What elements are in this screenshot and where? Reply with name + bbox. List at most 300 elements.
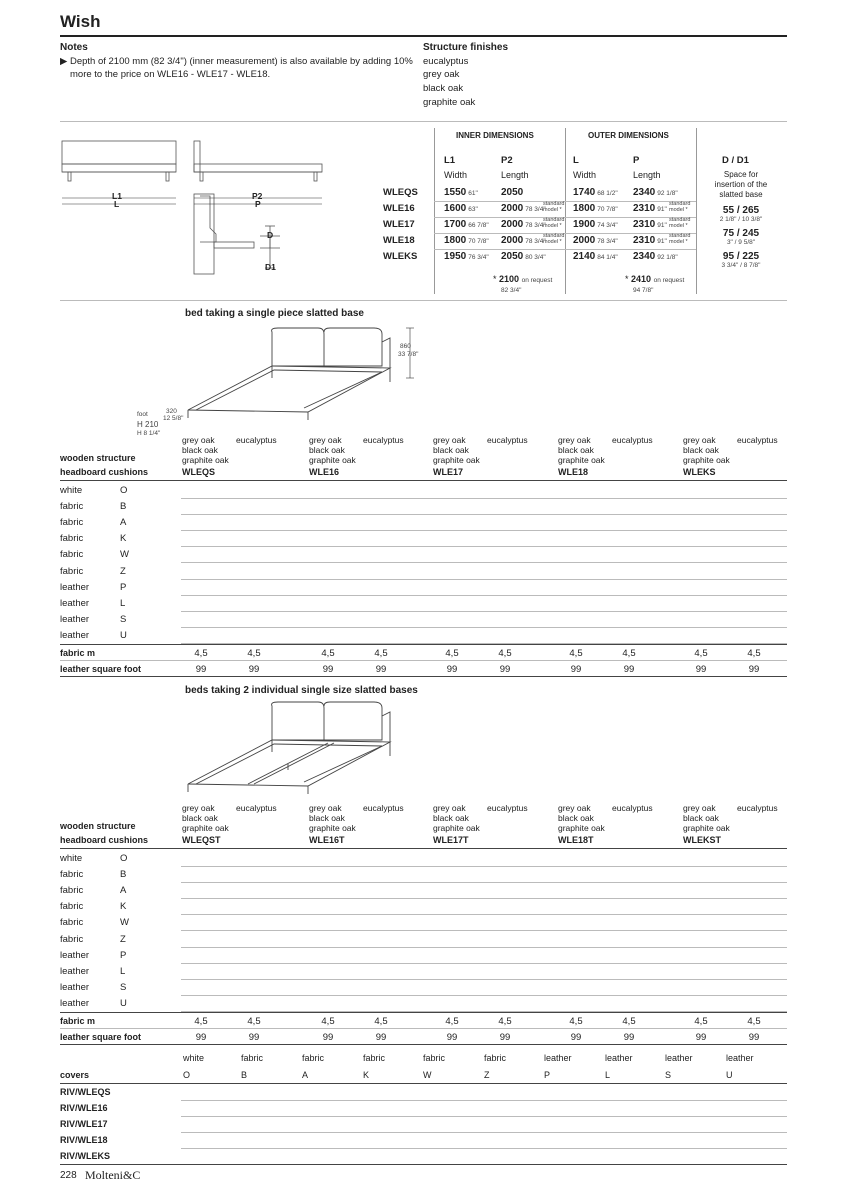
grid-header-rule [60, 480, 787, 481]
page-number: 228 [60, 1170, 77, 1181]
cover-type: fabric [423, 1053, 446, 1063]
dim-p2 [501, 219, 546, 230]
dim-p [633, 203, 667, 214]
col-p2-sub: Length [501, 170, 529, 180]
fabric-m-value: 4,5 [569, 1016, 583, 1027]
wood-finish-grey-oak: grey oak [433, 803, 466, 813]
leather-foot-value: 99 [322, 664, 334, 675]
dim-p2-in: 78 3/4" [525, 206, 546, 213]
material-type: white [60, 485, 83, 496]
drawing-label-d: D [267, 230, 274, 240]
cover-type: leather [726, 1053, 754, 1063]
inner-dimensions-heading: INNER DIMENSIONS [456, 131, 534, 140]
drawing-label-l1: L1 [112, 191, 122, 201]
leather-foot-value: 99 [748, 664, 760, 675]
label-headboard-cushions: headboard cushions [60, 835, 149, 845]
fabric-m-value: 4,5 [321, 1016, 335, 1027]
leather-foot-value: 99 [446, 664, 458, 675]
foot-width: 320 [166, 408, 177, 415]
model-label: model * [669, 223, 688, 229]
material-code: L [120, 966, 126, 977]
page-title: Wish [60, 12, 101, 31]
dim-l [573, 187, 618, 198]
material-type: fabric [60, 917, 84, 928]
col-p-sub: Length [633, 170, 661, 180]
price-row-line [181, 963, 787, 964]
dim-l-in: 84 1/4" [597, 254, 618, 261]
dim-l1-in: 76 3/4" [468, 254, 489, 261]
leather-foot-value: 99 [195, 1032, 207, 1043]
leather-foot-value: 99 [375, 1032, 387, 1043]
cover-type: white [183, 1053, 205, 1063]
standard-label: standard [669, 217, 691, 223]
leather-foot-value: 99 [695, 664, 707, 675]
finish-item: black oak [423, 83, 464, 94]
foot-width-in: 12 5/8" [163, 415, 184, 422]
cover-model-code: RIV/WLEQS [60, 1087, 111, 1097]
wood-finish-graphite-oak: graphite oak [182, 455, 229, 465]
price-row-line [181, 995, 787, 996]
wood-finish-eucalyptus: eucalyptus [236, 803, 277, 813]
material-type: fabric [60, 517, 84, 528]
dim-p [633, 251, 678, 262]
cover-row-line [181, 1148, 787, 1149]
cover-model-code: RIV/WLEKS [60, 1151, 111, 1161]
dim-p-mm: 2310 [633, 235, 656, 246]
drawing-label-p2: P2 [252, 191, 263, 201]
dim-l-in: 70 7/8" [597, 206, 618, 213]
divider [60, 121, 787, 122]
material-type: leather [60, 630, 90, 641]
wood-finish-eucalyptus: eucalyptus [363, 435, 404, 445]
price-row-line [181, 514, 787, 515]
wood-finish-graphite-oak: graphite oak [433, 455, 480, 465]
price-row-line [181, 611, 787, 612]
model-code: WLEQS [182, 467, 215, 477]
wood-finish-eucalyptus: eucalyptus [487, 435, 528, 445]
leather-foot-value: 99 [248, 664, 260, 675]
drawing-label-d1: D1 [265, 262, 276, 272]
col-d-sub: Space for insertion of the slatted base [714, 170, 768, 199]
cover-code: O [183, 1070, 191, 1080]
material-code: Z [120, 566, 126, 577]
material-type: fabric [60, 533, 84, 544]
dim-p-in: 91" [657, 222, 667, 229]
wood-finish-graphite-oak: graphite oak [309, 455, 356, 465]
fabric-m-value: 4,5 [747, 648, 761, 659]
material-code: B [120, 869, 127, 880]
cover-code: W [423, 1070, 432, 1080]
fabric-m-value: 4,5 [374, 1016, 388, 1027]
notes-heading: Notes [60, 42, 88, 53]
cover-code: B [241, 1070, 248, 1080]
dim-row-code: WLEQS [383, 187, 418, 198]
fabric-m-value: 4,5 [194, 648, 208, 659]
wood-finish-graphite-oak: graphite oak [182, 823, 229, 833]
dim-l1 [444, 203, 478, 214]
wood-finish-grey-oak: grey oak [182, 803, 215, 813]
cover-row-line [181, 1132, 787, 1133]
cover-code: P [544, 1070, 551, 1080]
cover-type: leather [544, 1053, 572, 1063]
price-row-line [181, 947, 787, 948]
dim-l1-in: 70 7/8" [468, 238, 489, 245]
wood-finish-graphite-oak: graphite oak [433, 823, 480, 833]
cover-type: fabric [241, 1053, 264, 1063]
material-code: P [120, 950, 127, 961]
wood-finish-eucalyptus: eucalyptus [612, 435, 653, 445]
cover-type: fabric [302, 1053, 325, 1063]
wood-finish-grey-oak: grey oak [433, 435, 466, 445]
cover-code: A [302, 1070, 309, 1080]
grid-header-rule [60, 848, 787, 849]
wood-finish-black-oak: black oak [683, 445, 719, 455]
dim-p2-in: 78 3/4" [525, 238, 546, 245]
footnote-inner-in: 82 3/4" [501, 287, 522, 294]
dim-row-divider [434, 217, 696, 218]
fabric-m-value: 4,5 [247, 648, 261, 659]
leather-foot-value: 99 [623, 1032, 635, 1043]
model-label: model * [543, 207, 562, 213]
price-row-line [181, 898, 787, 899]
title-rule [60, 35, 787, 37]
standard-model-note [543, 201, 564, 213]
dim-row-divider [434, 201, 696, 202]
wood-finish-eucalyptus: eucalyptus [236, 435, 277, 445]
material-type: leather [60, 982, 90, 993]
material-type: leather [60, 614, 90, 625]
bed-dimension-drawings [60, 138, 330, 288]
material-code: K [120, 533, 127, 544]
material-code: W [120, 917, 129, 928]
fabric-m-label: fabric m [60, 1016, 96, 1026]
price-row-line [181, 882, 787, 883]
dim-row-code: WLE18 [383, 235, 415, 246]
dim-l1 [444, 235, 489, 246]
col-l1: L1 [444, 155, 456, 166]
fabric-m-value: 4,5 [498, 648, 512, 659]
material-code: S [120, 982, 127, 993]
material-code: A [120, 885, 127, 896]
cover-model-code: RIV/WLE16 [60, 1103, 108, 1113]
cover-type: leather [665, 1053, 693, 1063]
dim-l1-mm: 1950 [444, 251, 467, 262]
wood-finish-graphite-oak: graphite oak [309, 823, 356, 833]
leather-foot-value: 99 [570, 664, 582, 675]
price-row-line [181, 562, 787, 563]
fabric-m-value: 4,5 [374, 648, 388, 659]
fabric-m-value: 4,5 [694, 648, 708, 659]
material-code: S [120, 614, 127, 625]
fabric-m-value: 4,5 [747, 1016, 761, 1027]
dim-p-in: 91" [657, 238, 667, 245]
material-type: fabric [60, 501, 84, 512]
material-code: U [120, 998, 127, 1009]
divider [60, 676, 787, 677]
fabric-m-value: 4,5 [321, 648, 335, 659]
material-code: L [120, 598, 126, 609]
dim-p2-mm: 2000 [501, 203, 524, 214]
drawing-label-l: L [114, 199, 120, 209]
dim-p2 [501, 187, 525, 198]
dim-p2-mm: 2050 [501, 187, 524, 198]
wood-finish-black-oak: black oak [558, 445, 594, 455]
material-code: W [120, 549, 129, 560]
fabric-m-value: 4,5 [498, 1016, 512, 1027]
model-label: model * [543, 239, 562, 245]
dim-l1 [444, 219, 489, 230]
leather-foot-value: 99 [623, 664, 635, 675]
material-code: O [120, 485, 128, 496]
dim-l-in: 74 3/4" [597, 222, 618, 229]
standard-model-note [669, 201, 690, 213]
cover-code: K [363, 1070, 370, 1080]
wood-finish-black-oak: black oak [309, 445, 345, 455]
standard-model-note [669, 233, 690, 245]
price-row-line [181, 866, 787, 867]
notes-line2: more to the price on WLE16 - WLE17 - WLE18. [70, 69, 271, 80]
wood-finish-black-oak: black oak [433, 445, 469, 455]
divider [60, 1028, 787, 1029]
foot-label: foot [137, 411, 148, 418]
standard-model-note [543, 217, 564, 229]
price-row-line [181, 914, 787, 915]
material-type: leather [60, 998, 90, 1009]
price-row-line [181, 530, 787, 531]
height-mm: 860 [400, 343, 411, 350]
price-row-line [181, 627, 787, 628]
leather-foot-value: 99 [375, 664, 387, 675]
dim-p2-in: 80 3/4" [525, 254, 546, 261]
material-code: P [120, 582, 127, 593]
dim-l1-in: 61" [468, 190, 478, 197]
model-code: WLE18T [558, 835, 594, 845]
dim-l-mm: 1740 [573, 187, 596, 198]
dim-row-code: WLE17 [383, 219, 415, 230]
wood-finish-eucalyptus: eucalyptus [737, 435, 778, 445]
dim-p2 [501, 203, 546, 214]
dim-row-code: WLEKS [383, 251, 418, 262]
wood-finish-eucalyptus: eucalyptus [612, 803, 653, 813]
covers-header-rule [60, 1083, 787, 1084]
cover-row-line [181, 1116, 787, 1117]
wood-finish-graphite-oak: graphite oak [558, 455, 605, 465]
finishes-heading: Structure finishes [423, 42, 509, 53]
wood-finish-graphite-oak: graphite oak [558, 823, 605, 833]
cover-code: U [726, 1070, 733, 1080]
fabric-m-value: 4,5 [247, 1016, 261, 1027]
dim-l1-mm: 1600 [444, 203, 467, 214]
footnote-inner: * 2100 on request [493, 274, 553, 284]
material-type: white [60, 853, 83, 864]
wood-finish-eucalyptus: eucalyptus [737, 803, 778, 813]
footnote-outer: * 2410 on request [625, 274, 685, 284]
fabric-m-value: 4,5 [622, 648, 636, 659]
model-code: WLEQST [182, 835, 221, 845]
fabric-m-value: 4,5 [194, 1016, 208, 1027]
material-code: K [120, 901, 127, 912]
wood-finish-black-oak: black oak [558, 813, 594, 823]
dim-p2 [501, 251, 546, 262]
wood-finish-grey-oak: grey oak [683, 803, 716, 813]
standard-label: standard [543, 233, 565, 239]
material-code: B [120, 501, 127, 512]
cover-model-code: RIV/WLE17 [60, 1119, 108, 1129]
model-code: WLE17T [433, 835, 469, 845]
dim-p-mm: 2340 [633, 251, 656, 262]
section1-title: bed taking a single piece slatted base [185, 308, 364, 319]
leather-foot-value: 99 [446, 1032, 458, 1043]
wood-finish-grey-oak: grey oak [558, 435, 591, 445]
finish-item: graphite oak [423, 97, 476, 108]
label-wooden-structure: wooden structure [60, 821, 136, 831]
standard-label: standard [669, 233, 691, 239]
wood-finish-eucalyptus: eucalyptus [487, 803, 528, 813]
standard-model-note [543, 233, 564, 245]
model-code: WLEKST [683, 835, 721, 845]
dim-l-in: 78 3/4" [597, 238, 618, 245]
material-type: leather [60, 950, 90, 961]
material-code: Z [120, 934, 126, 945]
col-d-d1: D / D1 [722, 155, 749, 166]
cover-type: leather [605, 1053, 633, 1063]
material-type: leather [60, 582, 90, 593]
fabric-m-value: 4,5 [622, 1016, 636, 1027]
dim-l1-mm: 1700 [444, 219, 467, 230]
notes-line1: ▶ Depth of 2100 mm (82 3/4") (inner measurement) is also available by adding 10% [60, 56, 413, 67]
leather-foot-value: 99 [570, 1032, 582, 1043]
standard-label: standard [669, 201, 691, 207]
model-code: WLE18 [558, 467, 589, 477]
col-l: L [573, 155, 579, 166]
dim-l1-in: 63" [468, 206, 478, 213]
label-headboard-cushions: headboard cushions [60, 467, 149, 477]
wood-finish-grey-oak: grey oak [683, 435, 716, 445]
wood-finish-graphite-oak: graphite oak [683, 823, 730, 833]
wood-finish-black-oak: black oak [433, 813, 469, 823]
leather-foot-label: leather square foot [60, 1032, 142, 1042]
material-type: fabric [60, 885, 84, 896]
dim-p-mm: 2340 [633, 187, 656, 198]
model-code: WLE17 [433, 467, 464, 477]
dim-l [573, 251, 618, 262]
material-code: A [120, 517, 127, 528]
model-code: WLE16 [309, 467, 340, 477]
dim-p [633, 187, 678, 198]
cover-type: fabric [363, 1053, 386, 1063]
dim-p2-in: 78 3/4" [525, 222, 546, 229]
dim-p-mm: 2310 [633, 203, 656, 214]
fabric-m-value: 4,5 [445, 1016, 459, 1027]
leather-foot-value: 99 [248, 1032, 260, 1043]
material-type: leather [60, 598, 90, 609]
model-label: model * [669, 239, 688, 245]
leather-foot-value: 99 [195, 664, 207, 675]
fabric-m-label: fabric m [60, 648, 96, 658]
leather-foot-value: 99 [322, 1032, 334, 1043]
material-type: fabric [60, 901, 84, 912]
material-type: fabric [60, 566, 84, 577]
dim-row-code: WLE16 [383, 203, 415, 214]
model-label: model * [543, 223, 562, 229]
wood-finish-black-oak: black oak [182, 445, 218, 455]
cover-type: fabric [484, 1053, 507, 1063]
label-wooden-structure: wooden structure [60, 453, 136, 463]
single-base-bed-drawing [178, 322, 428, 420]
dd1-value: 55 / 265 2 1/8" / 10 3/8" [719, 205, 763, 223]
dim-p-in: 91" [657, 206, 667, 213]
dim-row-divider [434, 233, 696, 234]
dim-p [633, 219, 667, 230]
dim-p2-mm: 2000 [501, 235, 524, 246]
dim-l-mm: 2000 [573, 235, 596, 246]
leather-foot-value: 99 [695, 1032, 707, 1043]
leather-foot-value: 99 [499, 1032, 511, 1043]
triangle-bullet-icon: ▶ [60, 56, 68, 67]
cover-code: L [605, 1070, 611, 1080]
dim-p-in: 92 1/8" [657, 190, 678, 197]
col-l-sub: Width [573, 170, 597, 180]
brand-logo: Molteni&C [85, 1168, 141, 1182]
dim-p-in: 92 1/8" [657, 254, 678, 261]
height-in: 33 7/8" [398, 351, 419, 358]
covers-label: covers [60, 1070, 90, 1080]
wood-finish-grey-oak: grey oak [309, 803, 342, 813]
price-row-line [181, 498, 787, 499]
standard-label: standard [543, 217, 565, 223]
divider [60, 1044, 787, 1045]
wood-finish-grey-oak: grey oak [182, 435, 215, 445]
model-code: WLEKS [683, 467, 716, 477]
price-row-line [181, 930, 787, 931]
col-p2: P2 [501, 155, 513, 166]
leather-foot-label: leather square foot [60, 664, 142, 674]
dim-l-mm: 1800 [573, 203, 596, 214]
dim-p2-mm: 2050 [501, 251, 524, 262]
dim-l [573, 235, 618, 246]
dim-l-mm: 1900 [573, 219, 596, 230]
cover-code: Z [484, 1070, 490, 1080]
twin-base-bed-drawing [178, 696, 408, 796]
outer-dimensions-heading: OUTER DIMENSIONS [588, 131, 669, 140]
wood-finish-black-oak: black oak [182, 813, 218, 823]
leather-foot-value: 99 [748, 1032, 760, 1043]
finish-item: grey oak [423, 69, 460, 80]
dim-l [573, 203, 618, 214]
footnote-outer-in: 94 7/8" [633, 287, 654, 294]
wood-finish-grey-oak: grey oak [558, 803, 591, 813]
cover-row-line [181, 1100, 787, 1101]
leather-foot-value: 99 [499, 664, 511, 675]
cover-code: S [665, 1070, 672, 1080]
wood-finish-eucalyptus: eucalyptus [363, 803, 404, 813]
material-type: leather [60, 966, 90, 977]
dim-l-in: 68 1/2" [597, 190, 618, 197]
finish-item: eucalyptus [423, 56, 469, 67]
material-type: fabric [60, 934, 84, 945]
wood-finish-grey-oak: grey oak [309, 435, 342, 445]
drawing-label-p: P [255, 199, 261, 209]
standard-label: standard [543, 201, 565, 207]
dim-p-mm: 2310 [633, 219, 656, 230]
dim-p [633, 235, 667, 246]
footer-rule [60, 1164, 787, 1165]
dd1-value: 75 / 245 3" / 9 5/8" [722, 228, 760, 246]
section2-title: beds taking 2 individual single size slatted bases [185, 685, 418, 696]
dim-l [573, 219, 618, 230]
standard-model-note [669, 217, 690, 229]
grid-footer-rule [60, 1012, 787, 1013]
